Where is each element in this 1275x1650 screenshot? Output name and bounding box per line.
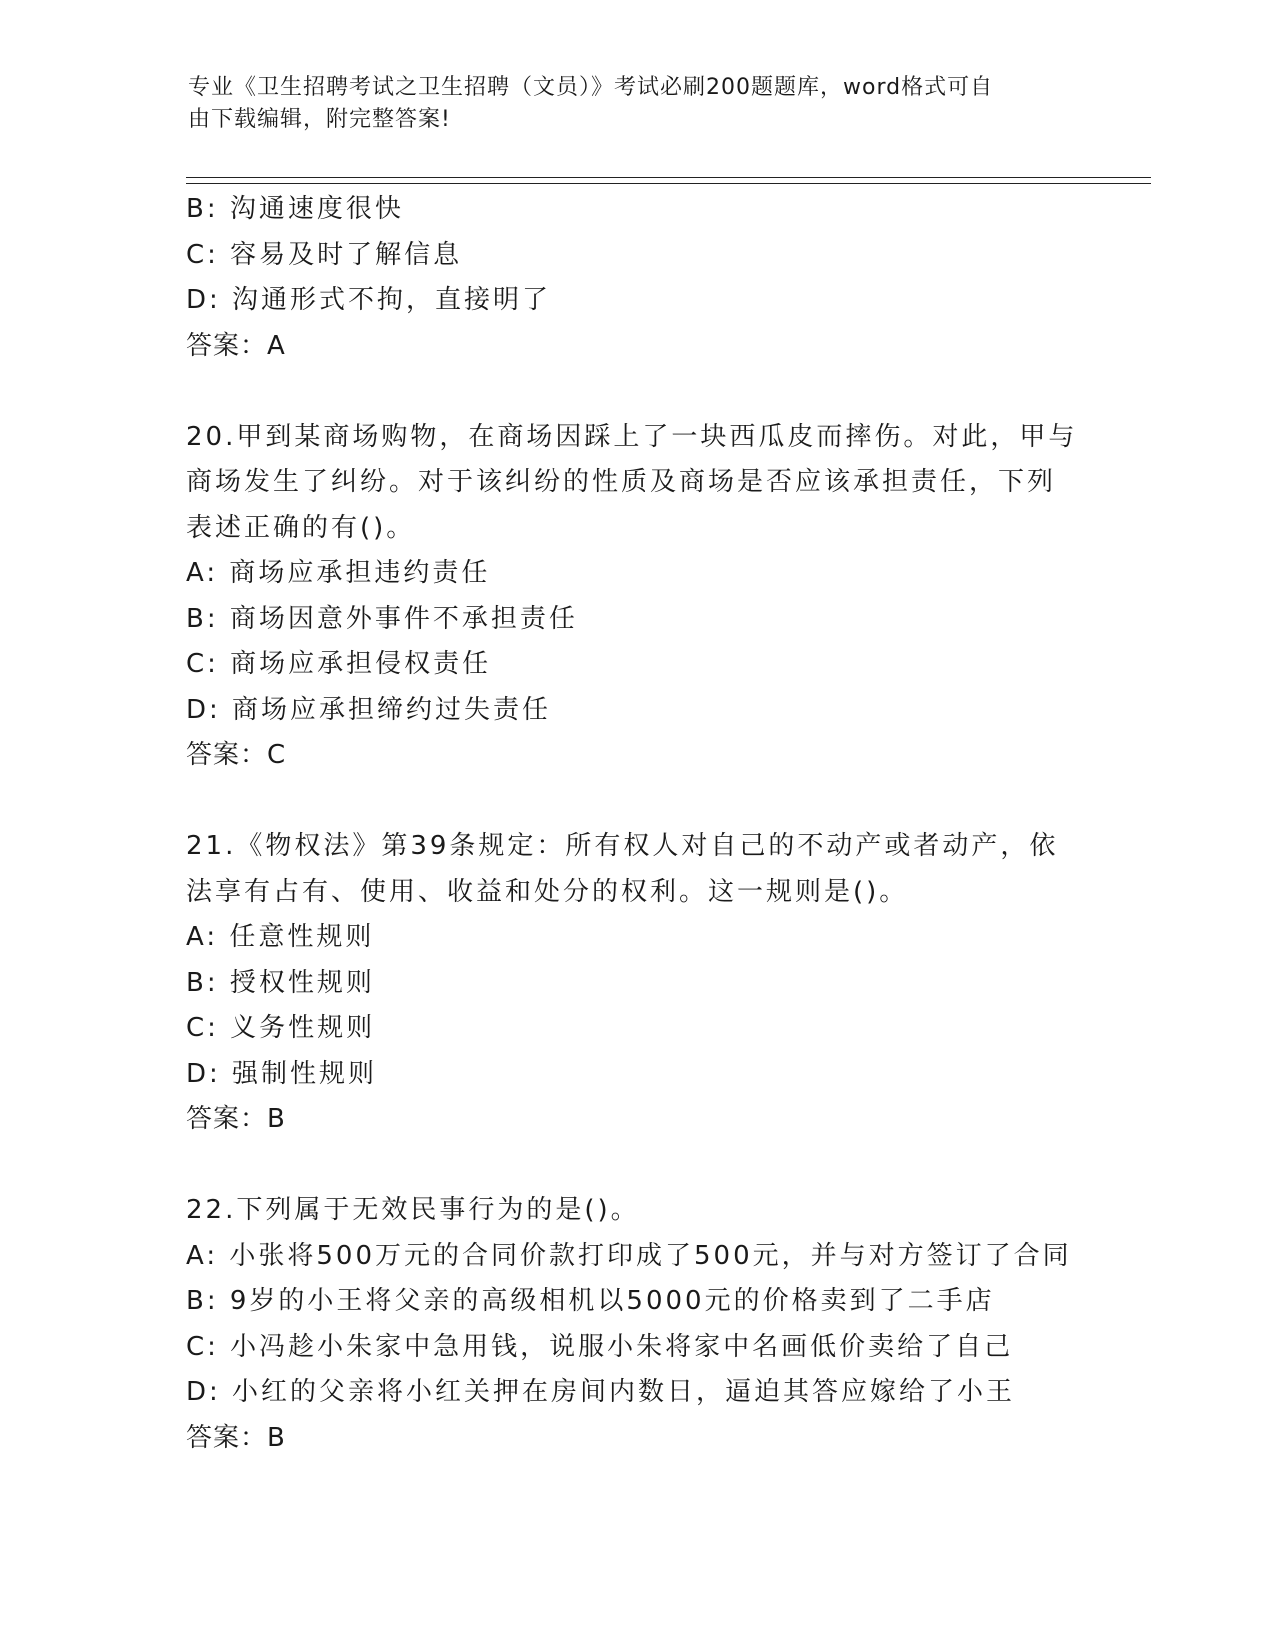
option-a: A: 任意性规则 (186, 922, 375, 952)
question-spacer (186, 369, 1086, 415)
header-divider-top (186, 177, 1151, 178)
question-stem-line: 商场发生了纠纷。对于该纠纷的性质及商场是否应该承担责任，下列 (186, 467, 1057, 497)
option-b: B: 沟通速度很快 (186, 194, 404, 224)
question-spacer (186, 1143, 1086, 1189)
option-c: C: 小冯趁小朱家中急用钱，说服小朱将家中名画低价卖给了自己 (186, 1331, 1014, 1362)
question-stem-line: 20.甲到某商场购物，在商场因踩上了一块西瓜皮而摔伤。对此，甲与 (186, 421, 1078, 452)
header-divider-bottom (186, 183, 1151, 184)
answer-line: 答案：A (186, 330, 286, 361)
option-c: C: 商场应承担侵权责任 (186, 649, 492, 679)
option-b: B: 授权性规则 (186, 967, 375, 998)
option-a: A: 小张将500万元的合同价款打印成了500元，并与对方签订了合同 (186, 1240, 1072, 1271)
option-a: A: 商场应承担违约责任 (186, 558, 491, 588)
answer-line: 答案：B (186, 1422, 286, 1453)
question-22 (186, 1188, 1086, 1461)
header-line-1: 专业《卫生招聘考试之卫生招聘（文员）》考试必刷200题题库，word格式可自 (188, 75, 994, 100)
option-b: B: 商场因意外事件不承担责任 (186, 603, 578, 634)
option-d: D: 强制性规则 (186, 1058, 378, 1089)
option-c: C: 容易及时了解信息 (186, 239, 463, 270)
question-20 (186, 415, 1086, 779)
header-line-2: 由下载编辑，附完整答案! (188, 107, 451, 132)
prev-question-block (186, 187, 1086, 369)
option-d: D: 沟通形式不拘，直接明了 (186, 285, 552, 315)
option-d: D: 商场应承担缔约过失责任 (186, 694, 552, 725)
question-stem-line: 21.《物权法》第39条规定：所有权人对自己的不动产或者动产，依 (186, 831, 1059, 861)
question-stem-line: 表述正确的有()。 (186, 512, 416, 543)
option-b: B: 9岁的小王将父亲的高级相机以5000元的价格卖到了二手店 (186, 1286, 995, 1316)
question-stem-line: 法享有占有、使用、收益和处分的权利。这一规则是()。 (186, 876, 909, 907)
option-c: C: 义务性规则 (186, 1013, 376, 1043)
answer-line: 答案：C (186, 740, 287, 770)
question-content (186, 187, 1086, 1461)
document-header (188, 72, 1088, 136)
answer-line: 答案：B (186, 1104, 286, 1134)
question-21 (186, 824, 1086, 1143)
question-spacer (186, 779, 1086, 825)
option-d: D: 小红的父亲将小红关押在房间内数日，逼迫其答应嫁给了小王 (186, 1377, 1016, 1407)
question-stem-line: 22.下列属于无效民事行为的是()。 (186, 1195, 640, 1225)
